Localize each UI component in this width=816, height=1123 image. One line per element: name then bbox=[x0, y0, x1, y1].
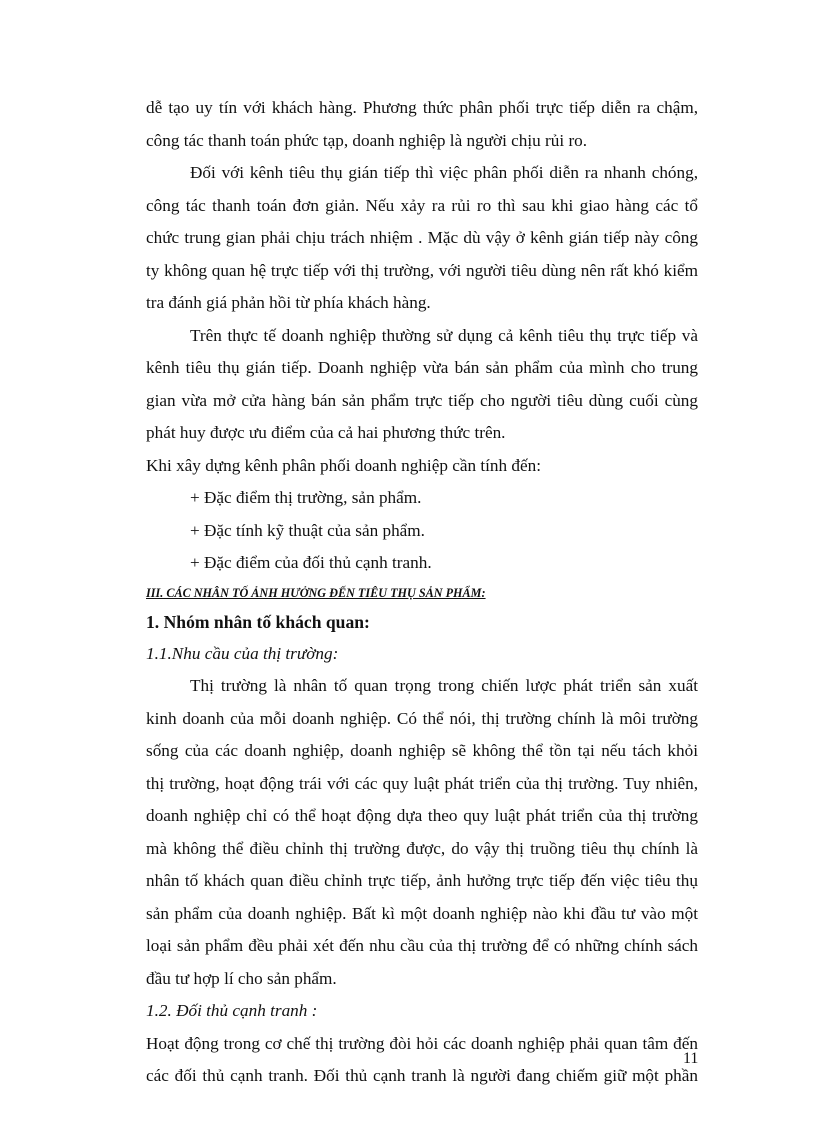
text-line: dễ tạo uy tín với khách hàng. Phương thức phân phối trực tiếp diễn ra chậm, bbox=[146, 98, 698, 117]
list-item: + Đặc điểm của đối thủ cạnh tranh. bbox=[190, 553, 432, 572]
text-line: đầu tư hợp lí cho sản phẩm. bbox=[146, 968, 337, 988]
text-line: thị trường, hoạt động trái với các quy luật phát triển của thị trường. Tuy nhiên, bbox=[146, 773, 698, 793]
text-line: Thị trường là nhân tố quan trọng trong chiến lược phát triển sản xuất bbox=[190, 676, 698, 695]
text-line: chức trung gian phải chịu trách nhiệm . Mặc dù vậy ở kênh gián tiếp này công bbox=[146, 228, 698, 247]
text-line: công tác thanh toán phức tạp, doanh nghiệp là người chịu rủi ro. bbox=[146, 130, 588, 150]
sub-heading-competitors: 1.2. Đối thủ cạnh tranh : bbox=[146, 1001, 318, 1020]
text-line: phát huy được ưu điểm của cả hai phương thức trên. bbox=[146, 423, 506, 442]
text-line: kinh doanh của mỗi doanh nghiệp. Có thể nói, thị trường chính là môi trường bbox=[146, 708, 698, 728]
text-line: sản phẩm của doanh nghiệp. Bất kì một doanh nghiệp nào khi đầu tư vào một bbox=[146, 903, 698, 923]
text-line: doanh nghiệp chỉ có thể hoạt động dựa theo quy luật phát triển của thị trường bbox=[146, 806, 698, 825]
text-line: Đối với kênh tiêu thụ gián tiếp thì việc phân phối diễn ra nhanh chóng, bbox=[190, 163, 698, 182]
text-line: Hoạt động trong cơ chế thị trường đòi hỏi các doanh nghiệp phải quan tâm đến bbox=[146, 1033, 698, 1053]
text-line: kênh tiêu thụ gián tiếp. Doanh nghiệp vừa bán sản phẩm của mình cho trung bbox=[146, 358, 698, 377]
list-item: + Đặc tính kỹ thuật của sản phẩm. bbox=[190, 520, 425, 540]
section-heading: III. CÁC NHÂN TỐ ẢNH HƯỞNG ĐẾN TIÊU THỤ SẢN PHẨM: bbox=[146, 585, 486, 600]
text-line: công tác thanh toán đơn giản. Nếu xảy ra rủi ro thì sau khi giao hàng các tổ bbox=[146, 195, 698, 215]
text-line: nhân tố khách quan điều chỉnh trực tiếp, ảnh hưởng trực tiếp đến việc tiêu thụ bbox=[146, 871, 698, 890]
sub-heading-demand: 1.1.Nhu cầu của thị trường: bbox=[146, 643, 339, 663]
page-number: 11 bbox=[683, 1050, 699, 1067]
text-line: các đối thủ cạnh tranh. Đối thủ cạnh tranh là người đang chiếm giữ một phần bbox=[146, 1066, 698, 1085]
list-intro: Khi xây dựng kênh phân phối doanh nghiệp cần tính đến: bbox=[146, 455, 542, 475]
text-line: ty không quan hệ trực tiếp với thị trường, với người tiêu dùng nên rất khó kiểm bbox=[146, 260, 698, 280]
text-line: Trên thực tế doanh nghiệp thường sử dụng cả kênh tiêu thụ trực tiếp và bbox=[190, 325, 698, 345]
document-page bbox=[146, 92, 698, 1093]
subsection-heading: 1. Nhóm nhân tố khách quan: bbox=[146, 611, 370, 632]
text-line: tra đánh giá phản hồi từ phía khách hàng. bbox=[146, 293, 431, 312]
text-line: mà không thể điều chỉnh thị trường được, do vậy thị truồng tiêu thụ chính là bbox=[146, 838, 698, 858]
list-item: + Đặc điểm thị trường, sản phẩm. bbox=[190, 488, 422, 507]
text-line: loại sản phẩm đều phải xét đến nhu cầu của thị trường để có những chính sách bbox=[146, 936, 698, 955]
text-line: sống của các doanh nghiệp, doanh nghiệp sẽ không thể tồn tại nếu tách khỏi bbox=[146, 741, 698, 760]
text-line: gian vừa mở cửa hàng bán sản phẩm trực tiếp cho người tiêu dùng cuối cùng bbox=[146, 390, 698, 410]
